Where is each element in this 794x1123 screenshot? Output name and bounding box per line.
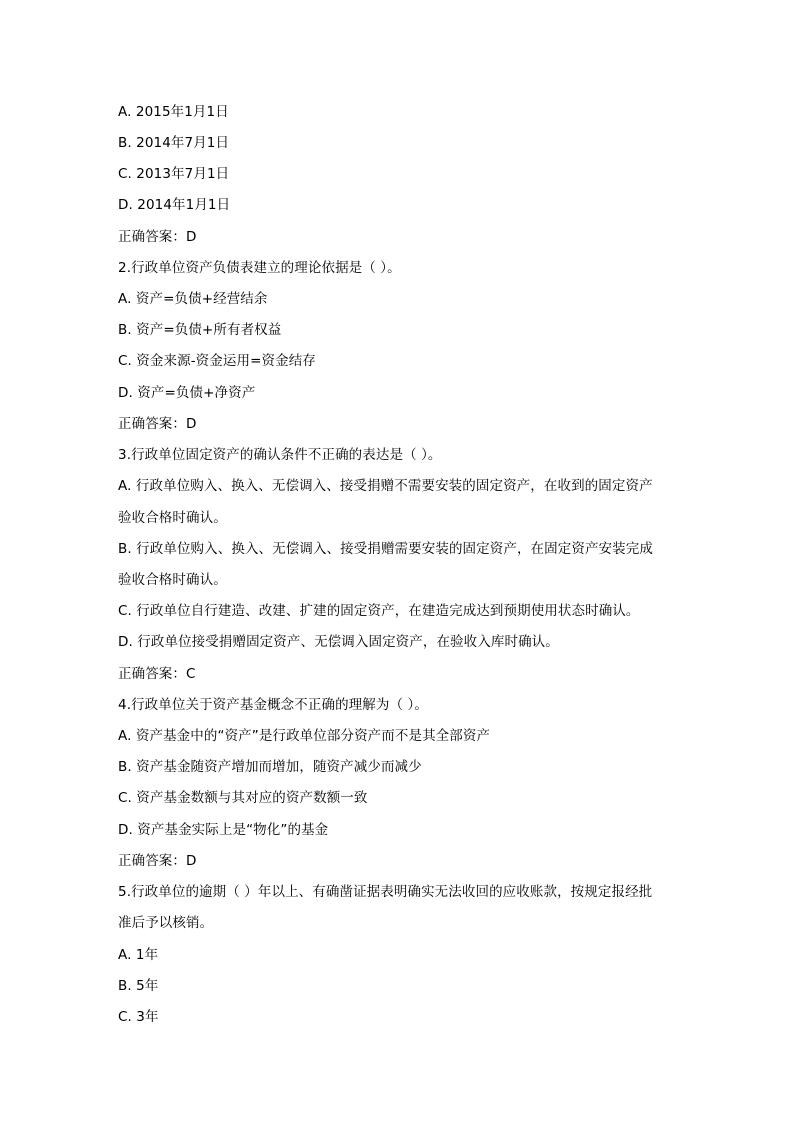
option-line: C. 3年 (118, 1009, 159, 1025)
option-continuation-line: 验收合格时确认。 (118, 572, 227, 588)
option-line: A. 1年 (118, 947, 159, 963)
option-line: C. 行政单位自行建造、改建、扩建的固定资产，在建造完成达到预期使用状态时确认。 (118, 603, 640, 619)
option-line: A. 2015年1月1日 (118, 104, 229, 120)
answer-line: 正确答案：C (118, 666, 196, 682)
option-line: A. 资产基金中的“资产”是行政单位部分资产而不是其全部资产 (118, 728, 491, 744)
question-line: 2.行政单位资产负债表建立的理论依据是（ ）。 (118, 260, 401, 276)
option-line: A. 行政单位购入、换入、无偿调入、接受捐赠不需要安装的固定资产，在收到的固定资产 (118, 478, 653, 494)
option-line: D. 资产基金实际上是“物化”的基金 (118, 822, 329, 838)
option-line: C. 资产基金数额与其对应的资产数额一致 (118, 790, 368, 806)
option-line: B. 5年 (118, 978, 159, 994)
option-line: B. 资产基金随资产增加而增加，随资产减少而减少 (118, 759, 422, 775)
question-line: 3.行政单位固定资产的确认条件不正确的表达是（ ）。 (118, 447, 442, 463)
question-continuation-line: 准后予以核销。 (118, 915, 214, 931)
option-line: D. 2014年1月1日 (118, 197, 231, 213)
option-line: C. 2013年7月1日 (118, 166, 230, 182)
option-line: C. 资金来源-资金运用=资金结存 (118, 353, 316, 369)
option-line: B. 行政单位购入、换入、无偿调入、接受捐赠需要安装的固定资产，在固定资产安装完成 (118, 541, 653, 557)
option-line: D. 资产=负债+净资产 (118, 385, 256, 401)
question-line: 5.行政单位的逾期（ ）年以上、有确凿证据表明确实无法收回的应收账款，按规定报经批 (118, 884, 653, 900)
option-line: B. 资产=负债+所有者权益 (118, 322, 282, 338)
answer-line: 正确答案：D (118, 853, 197, 869)
option-continuation-line: 验收合格时确认。 (118, 510, 227, 526)
question-line: 4.行政单位关于资产基金概念不正确的理解为（ ）。 (118, 697, 428, 713)
answer-line: 正确答案：D (118, 229, 197, 245)
option-line: D. 行政单位接受捐赠固定资产、无偿调入固定资产，在验收入库时确认。 (118, 634, 559, 650)
answer-line: 正确答案：D (118, 416, 197, 432)
option-line: A. 资产=负债+经营结余 (118, 291, 268, 307)
option-line: B. 2014年7月1日 (118, 135, 230, 151)
